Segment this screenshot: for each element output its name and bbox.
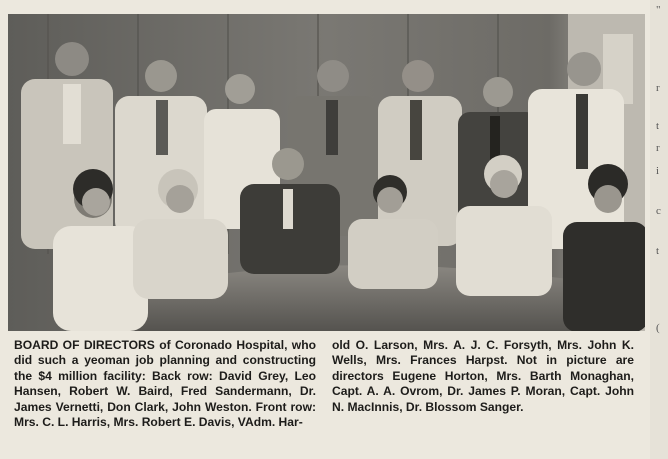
edge-glyph: t <box>656 245 660 257</box>
adjacent-column-edge <box>650 0 668 459</box>
photo-illustration <box>8 14 645 331</box>
edge-glyph: " <box>656 4 661 16</box>
edge-glyph: t <box>656 120 660 132</box>
caption-left-text: of Coronado Hospital, who did such a yeoman job planning and constructing the $4 million facility: Back row: David Grey, Leo Hansen, Robert W. Baird, Fred Sandermann, Dr. James Vernetti, Don Clark, John Weston. Front row: Mrs. C. L. Harris, Mrs. Robert E. Davis, VAdm. Har- <box>14 338 316 430</box>
edge-glyph: i <box>656 165 660 177</box>
edge-glyph: r <box>656 82 660 94</box>
edge-glyph: r <box>656 142 660 154</box>
caption-lead: BOARD OF DIRECTORS <box>14 338 155 352</box>
caption-column-left <box>14 338 316 430</box>
caption-column-right <box>332 338 634 415</box>
caption-right-text: old O. Larson, Mrs. A. J. C. Forsyth, Mrs. John K. Wells, Mrs. Frances Harpst. Not in picture are directors Eugene Horton, Mrs. Barth Monaghan, Capt. A. A. Ovrom, Dr. James P. Moran, Capt. John N. MacInnis, Dr. Blossom Sanger. <box>332 338 634 414</box>
edge-glyph: ( <box>656 322 660 334</box>
edge-glyph: c <box>656 205 661 217</box>
board-photo <box>8 14 645 331</box>
